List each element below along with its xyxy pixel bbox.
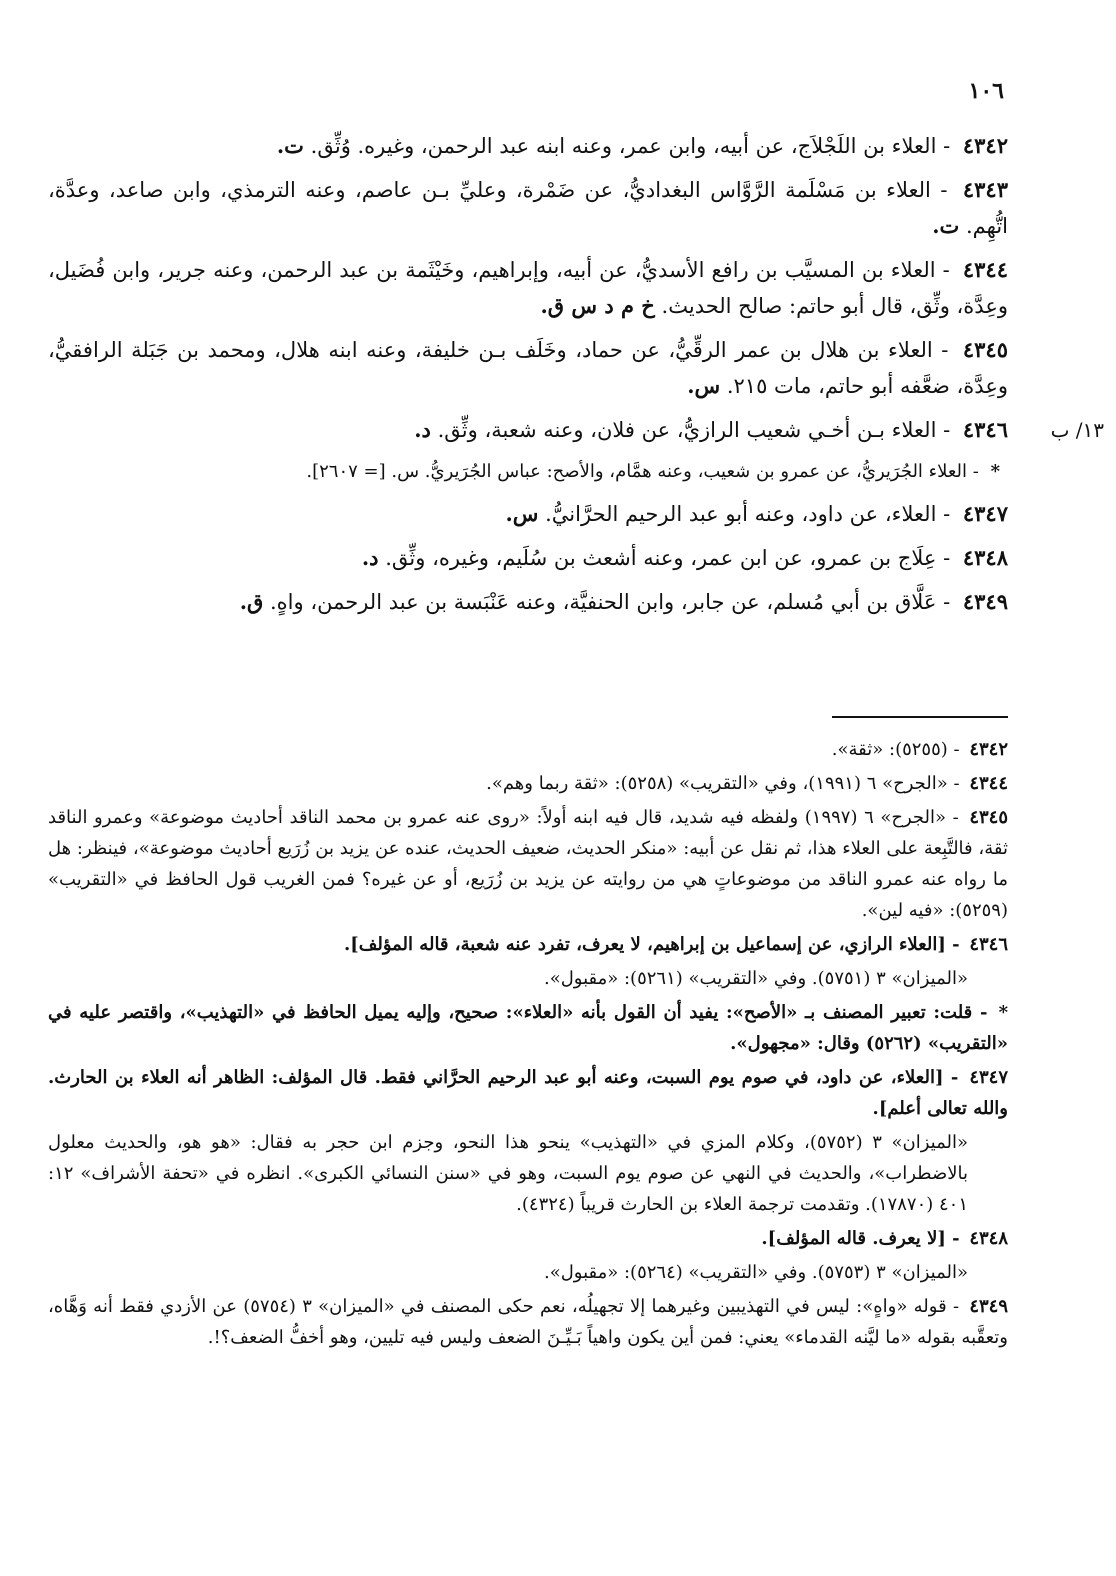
entry-code: ت.: [932, 213, 960, 238]
entry-number: ٤٣٤٩: [962, 589, 1008, 614]
footnote-4347: [48, 1062, 1008, 1124]
footnote-bold-text: - [العلاء الرازي، عن إسماعيل بن إبراهيم، لا يعرف، تفرد عنه شعبة، قاله المؤلف].: [343, 934, 960, 955]
footnote-4348: [48, 1223, 1008, 1254]
entry-number: ٤٣٤٥: [962, 337, 1008, 362]
footnote-number: ٤٣٤٥: [969, 807, 1008, 828]
footnote-number: ٤٣٤٩: [969, 1296, 1008, 1317]
entry-star-note: [48, 456, 1008, 488]
entry-text: - العلاء بن هلال بن عمر الرقِّيُّ، عن حماد، وخَلَف بـن خليفة، وعنه ابنه هلال، ومحمد بن جَبَلة الرافقيُّ، وعِدَّة، ضعَّفه أبو حاتم، مات ٢١٥.: [48, 338, 1008, 398]
entry-4349: [48, 584, 1008, 620]
footnote-number: ٤٣٤٨: [969, 1228, 1008, 1249]
footnotes: [48, 734, 1008, 1356]
entry-4347: [48, 496, 1008, 532]
entry-text: - العلاء بن المسيَّب بن رافع الأسديُّ، عن أبيه، وإبراهيم، وخَيْثَمة بن عبد الرحمن، وعنه جرير، وابن فُضَيل، وعِدَّة، وثِّق، قال أبو حاتم: صالح الحديث.: [48, 258, 1008, 318]
footnote-4345: [48, 802, 1008, 926]
entry-code: ت.: [276, 133, 304, 158]
entry-text: - عَلَّاق بن أبي مُسلم، عن جابر، وابن الحنفيَّة، وعنه عَنْبَسة بن عبد الرحمن، واهٍ.: [270, 590, 951, 614]
footnote-bold-text: - [لا يعرف. قاله المؤلف].: [761, 1228, 960, 1249]
footnote-number: ٤٣٤٤: [969, 773, 1008, 794]
entry-text: - العلاء بـن أخـي شعيب الرازيُّ، عن فلان، وعنه شعبة، وثِّق.: [437, 418, 951, 442]
footnote-number: ٤٣٤٧: [969, 1067, 1008, 1088]
footnote-4348-sub: «الميزان» ٣ (٥٧٥٣). وفي «التقريب» (٥٢٦٤): «مقبول».: [543, 1262, 968, 1283]
entry-4346: [48, 412, 1104, 448]
footnote-number: *: [998, 1002, 1008, 1023]
footnote-4346-sub: «الميزان» ٣ (٥٧٥١). وفي «التقريب» (٥٢٦١): «مقبول».: [543, 968, 968, 989]
footnote-4349: [48, 1291, 1008, 1353]
entry-4344: [48, 252, 1008, 324]
entry-4345: [48, 332, 1008, 404]
footnote-number: ٤٣٤٢: [969, 739, 1008, 760]
entry-code: س.: [687, 373, 721, 398]
margin-note: ١٣/ ب: [1050, 418, 1104, 442]
entry-code: س.: [505, 501, 539, 526]
footnote-star: [48, 997, 1008, 1059]
entry-number: ٤٣٤٨: [962, 545, 1008, 570]
footnote-separator: [832, 716, 1008, 718]
entry-number: *: [990, 461, 1000, 482]
entry-number: ٤٣٤٢: [962, 133, 1008, 158]
entry-number: ٤٣٤٤: [962, 257, 1008, 282]
entry-4348: [48, 540, 1008, 576]
footnote-text: - قوله «واهٍ»: ليس في التهذيبين وغيرهما إلا تجهيلُه، نعم حكى المصنف في «الميزان» ٣ (٥٧٥٤) عن الأزدي فقط أنه وَهَّاه، وتعقَّبه بقوله «ما ليَّنه القدماء» يعني: فمن أين يكون واهياً بَـيِّـنَ الضعف وليس فيه تليين، وهو أخفُّ الضعف؟!.: [48, 1296, 1008, 1348]
footnote-bold-text: - [العلاء، عن داود، في صوم يوم السبت، وعنه أبو عبد الرحيم الحرَّاني فقط. قال المؤلف: الظاهر أنه العلاء بن الحارث. والله تعالى أعلم].: [48, 1067, 1008, 1119]
entry-4343: [48, 172, 1008, 244]
entry-number: ٤٣٤٧: [962, 501, 1008, 526]
entry-text: - العلاء الجُرَيريُّ، عن عمرو بن شعيب، وعنه همَّام، والأصح: عباس الجُرَيريُّ. س. [= ٢٦٠٧].: [306, 461, 979, 482]
footnote-4344: [48, 768, 1008, 799]
entry-code: خ م د س ق.: [540, 293, 655, 318]
entry-text: - العلاء بن مَسْلَمة الرَّوَّاس البغداديُّ، عن ضَمْرة، وعليِّ بـن عاصم، وعنه الترمذي، وابن صاعد، وعدَّة، اتُّهِم.: [48, 178, 1008, 238]
entry-code: د.: [414, 417, 431, 442]
footnote-number: ٤٣٤٦: [969, 934, 1008, 955]
entry-number: ٤٣٤٦: [962, 417, 1008, 442]
entry-text: - عِلَاج بن عمرو، عن ابن عمر، وعنه أشعث بن سُلَيم، وغيره، وثِّق.: [385, 546, 951, 570]
footnote-4346: [48, 929, 1008, 960]
entry-text: - العلاء بن اللَجْلاَج، عن أبيه، وابن عمر، وعنه ابنه عبد الرحمن، وغيره. وُثِّق.: [310, 134, 951, 158]
footnote-text: - «الجرح» ٦ (١٩٩٧) ولفظه فيه شديد، قال فيه ابنه أولاً: «روى عنه عمرو بن محمد الناقد أحاديث موضوعة» وعمرو الناقد ثقة، فالتَّبِعة على العلاء هذا، ثم نقل عن أبيه: «منكر الحديث، ضعيف الحديث، عنده عن يزيد بن زُرَيع أحاديث موضوعة»، فينظر: هل ما رواه عنه عمرو الناقد من موضوعاتٍ هي من روايته عن يزيد بن زُرَيع، أو عن غيره؟ فمن الغريب قول الحافظ في «التقريب» (٥٢٥٩): «فيه لين».: [48, 807, 1009, 921]
entry-4342: [48, 128, 1008, 164]
footnote-4342: [48, 734, 1008, 765]
entry-code: د.: [361, 545, 379, 570]
footnote-bold-text: - قلت: تعبير المصنف بـ «الأصح»: يفيد أن القول بأنه «العلاء»: صحيح، وإليه يميل الحافظ في «التهذيب»، واقتصر عليه في «التقريب» (٥٢٦٢) وقال: «مجهول».: [48, 1002, 1008, 1054]
footnote-text: - (٥٢٥٥): «ثقة».: [831, 739, 960, 760]
footnote-text: - «الجرح» ٦ (١٩٩١)، وفي «التقريب» (٥٢٥٨): «ثقة ربما وهم».: [486, 773, 960, 794]
entry-number: ٤٣٤٣: [962, 177, 1008, 202]
entry-text: - العلاء، عن داود، وعنه أبو عبد الرحيم الحرَّانيُّ.: [545, 502, 951, 526]
page-number: ١٠٦: [968, 78, 1004, 104]
entry-code: ق.: [239, 589, 264, 614]
main-entries: [48, 128, 1104, 628]
footnote-4347-sub: «الميزان» ٣ (٥٧٥٢)، وكلام المزي في «التهذيب» ينحو هذا النحو، وجزم ابن حجر به فقال: «هو هو، والحديث معلول بالاضطراب»، والحديث في النهي عن صوم يوم السبت، وهو في «سنن النسائي الكبرى». انظره في «تحفة الأشراف» ١٢: ٤٠١ (١٧٨٧٠). وتقدمت ترجمة العلاء بن الحارث قريباً (٤٣٢٤).: [48, 1132, 968, 1215]
